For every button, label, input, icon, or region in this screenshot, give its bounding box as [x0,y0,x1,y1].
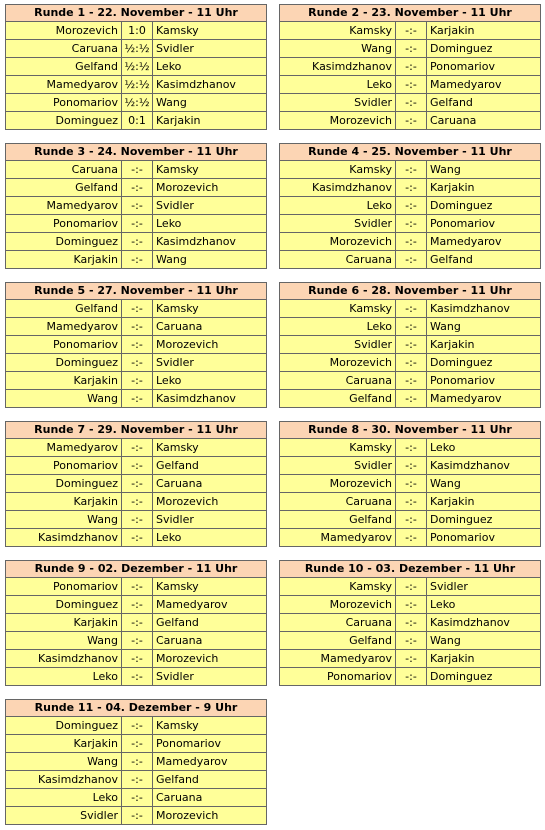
game-row [280,614,541,632]
white-player: Wang [6,511,122,529]
black-player: Karjakin [427,493,541,511]
game-result: -:- [122,457,153,475]
game-result: -:- [396,197,427,215]
game-result: -:- [122,789,153,807]
round-title: Runde 8 - 30. November - 11 Uhr [280,422,541,439]
game-result: -:- [122,233,153,251]
black-player: Dominguez [427,197,541,215]
white-player: Wang [6,632,122,650]
white-player: Wang [6,390,122,408]
game-row [280,40,541,58]
white-player: Morozevich [280,596,396,614]
white-player: Dominguez [6,354,122,372]
white-player: Dominguez [6,596,122,614]
game-row [6,390,267,408]
game-result: -:- [396,493,427,511]
game-result: -:- [122,614,153,632]
white-player: Mamedyarov [6,197,122,215]
game-result: -:- [122,596,153,614]
game-result: -:- [396,40,427,58]
white-player: Svidler [280,215,396,233]
white-player: Dominguez [6,112,122,130]
black-player: Ponomariov [427,529,541,547]
game-result: -:- [122,493,153,511]
game-result: -:- [396,668,427,686]
white-player: Gelfand [6,58,122,76]
white-player: Gelfand [280,511,396,529]
black-player: Dominguez [427,511,541,529]
game-row [6,112,267,130]
black-player: Caruana [153,789,267,807]
game-row [6,457,267,475]
game-result: -:- [122,753,153,771]
round-title: Runde 6 - 28. November - 11 Uhr [280,283,541,300]
white-player: Caruana [280,614,396,632]
round-4-table [279,143,541,269]
game-row [280,22,541,40]
game-row [6,22,267,40]
black-player: Kamsky [153,717,267,735]
white-player: Ponomariov [6,457,122,475]
black-player: Mamedyarov [427,233,541,251]
black-player: Leko [153,215,267,233]
game-row [6,650,267,668]
black-player: Ponomariov [427,372,541,390]
game-row [6,40,267,58]
black-player: Wang [153,251,267,269]
game-result: 0:1 [122,112,153,130]
black-player: Caruana [153,632,267,650]
game-result: -:- [122,318,153,336]
white-player: Gelfand [6,300,122,318]
game-result: -:- [122,161,153,179]
white-player: Dominguez [6,717,122,735]
black-player: Leko [153,372,267,390]
white-player: Wang [280,40,396,58]
white-player: Leko [6,789,122,807]
game-row [6,251,267,269]
game-row [6,233,267,251]
round-8-table [279,421,541,547]
game-result: -:- [396,94,427,112]
black-player: Wang [427,475,541,493]
black-player: Dominguez [427,40,541,58]
white-player: Svidler [280,457,396,475]
game-result: -:- [396,475,427,493]
white-player: Karjakin [6,735,122,753]
game-result: ½:½ [122,58,153,76]
black-player: Gelfand [427,251,541,269]
game-result: -:- [122,771,153,789]
black-player: Karjakin [427,336,541,354]
game-result: -:- [396,318,427,336]
game-row [280,94,541,112]
white-player: Ponomariov [6,215,122,233]
white-player: Caruana [6,40,122,58]
white-player: Mamedyarov [6,76,122,94]
round-6-table [279,282,541,408]
game-row [280,112,541,130]
round-title: Runde 11 - 04. Dezember - 9 Uhr [6,700,267,717]
game-row [280,251,541,269]
black-player: Karjakin [427,650,541,668]
white-player: Ponomariov [6,578,122,596]
game-row [280,354,541,372]
white-player: Ponomariov [280,668,396,686]
game-row [6,668,267,686]
game-row [6,771,267,789]
black-player: Morozevich [153,650,267,668]
black-player: Kasimdzhanov [153,233,267,251]
game-row [280,215,541,233]
black-player: Karjakin [427,179,541,197]
game-row [6,161,267,179]
black-player: Gelfand [427,94,541,112]
game-row [6,372,267,390]
game-result: -:- [122,529,153,547]
round-title: Runde 7 - 29. November - 11 Uhr [6,422,267,439]
game-row [6,596,267,614]
game-result: -:- [396,112,427,130]
game-row [6,179,267,197]
white-player: Mamedyarov [6,439,122,457]
black-player: Dominguez [427,668,541,686]
game-result: -:- [396,614,427,632]
game-result: -:- [122,439,153,457]
game-result: -:- [122,336,153,354]
round-9-table [5,560,267,686]
white-player: Dominguez [6,233,122,251]
black-player: Ponomariov [427,58,541,76]
black-player: Kasimdzhanov [427,300,541,318]
game-result: -:- [396,596,427,614]
black-player: Ponomariov [153,735,267,753]
black-player: Wang [427,318,541,336]
game-row [280,596,541,614]
game-result: -:- [122,511,153,529]
black-player: Wang [427,161,541,179]
game-result: -:- [396,372,427,390]
game-result: -:- [122,475,153,493]
black-player: Kasimdzhanov [427,457,541,475]
white-player: Caruana [280,493,396,511]
black-player: Gelfand [153,771,267,789]
white-player: Karjakin [6,251,122,269]
round-title: Runde 5 - 27. November - 11 Uhr [6,283,267,300]
game-row [280,197,541,215]
black-player: Dominguez [427,354,541,372]
game-row [280,390,541,408]
game-row [6,735,267,753]
black-player: Morozevich [153,493,267,511]
game-result: -:- [122,578,153,596]
round-2-table [279,4,541,130]
black-player: Kamsky [153,578,267,596]
black-player: Kasimdzhanov [153,390,267,408]
black-player: Kamsky [153,300,267,318]
black-player: Svidler [153,668,267,686]
round-title: Runde 4 - 25. November - 11 Uhr [280,144,541,161]
white-player: Kasimdzhanov [6,650,122,668]
white-player: Morozevich [6,22,122,40]
game-row [6,493,267,511]
game-result: -:- [396,439,427,457]
black-player: Morozevich [153,179,267,197]
game-result: -:- [396,390,427,408]
game-result: -:- [396,300,427,318]
game-result: -:- [122,372,153,390]
black-player: Kamsky [153,161,267,179]
black-player: Mamedyarov [427,390,541,408]
game-result: -:- [396,578,427,596]
black-player: Wang [427,632,541,650]
game-result: -:- [122,650,153,668]
game-result: -:- [396,529,427,547]
game-row [6,439,267,457]
black-player: Leko [153,58,267,76]
game-row [280,318,541,336]
game-result: -:- [122,390,153,408]
game-row [6,76,267,94]
black-player: Leko [427,439,541,457]
game-row [6,632,267,650]
game-result: -:- [396,354,427,372]
black-player: Svidler [153,197,267,215]
black-player: Caruana [153,475,267,493]
game-result: -:- [122,300,153,318]
game-row [6,529,267,547]
game-result: -:- [122,354,153,372]
round-11-table [5,699,267,825]
game-result: -:- [122,668,153,686]
white-player: Morozevich [280,233,396,251]
black-player: Wang [153,94,267,112]
black-player: Svidler [153,40,267,58]
round-title: Runde 2 - 23. November - 11 Uhr [280,5,541,22]
game-result: -:- [396,650,427,668]
game-row [280,668,541,686]
round-title: Runde 1 - 22. November - 11 Uhr [6,5,267,22]
white-player: Karjakin [6,493,122,511]
white-player: Kamsky [280,578,396,596]
black-player: Ponomariov [427,215,541,233]
game-result: -:- [396,336,427,354]
round-title: Runde 10 - 03. Dezember - 11 Uhr [280,561,541,578]
game-result: -:- [122,197,153,215]
game-row [280,493,541,511]
black-player: Svidler [427,578,541,596]
game-row [6,58,267,76]
black-player: Mamedyarov [427,76,541,94]
game-result: -:- [396,22,427,40]
white-player: Mamedyarov [280,529,396,547]
game-result: -:- [396,632,427,650]
game-row [6,753,267,771]
white-player: Kamsky [280,161,396,179]
game-row [6,614,267,632]
game-row [280,632,541,650]
game-row [280,475,541,493]
black-player: Mamedyarov [153,753,267,771]
game-result: -:- [122,215,153,233]
white-player: Mamedyarov [6,318,122,336]
game-row [280,650,541,668]
game-row [6,197,267,215]
black-player: Caruana [153,318,267,336]
white-player: Leko [280,197,396,215]
game-row [280,161,541,179]
black-player: Leko [153,529,267,547]
white-player: Caruana [280,372,396,390]
game-result: 1:0 [122,22,153,40]
game-result: -:- [396,457,427,475]
black-player: Kamsky [153,22,267,40]
black-player: Svidler [153,511,267,529]
white-player: Kasimdzhanov [280,58,396,76]
round-5-table [5,282,267,408]
black-player: Morozevich [153,336,267,354]
game-result: -:- [396,161,427,179]
round-7-table [5,421,267,547]
game-row [280,76,541,94]
white-player: Svidler [6,807,122,825]
game-result: -:- [396,233,427,251]
black-player: Leko [427,596,541,614]
game-row [280,58,541,76]
game-result: -:- [122,735,153,753]
white-player: Kasimdzhanov [280,179,396,197]
game-result: -:- [396,58,427,76]
game-row [6,215,267,233]
white-player: Caruana [6,161,122,179]
game-row [6,300,267,318]
round-title: Runde 9 - 02. Dezember - 11 Uhr [6,561,267,578]
game-row [6,789,267,807]
round-title: Runde 3 - 24. November - 11 Uhr [6,144,267,161]
white-player: Dominguez [6,475,122,493]
white-player: Gelfand [280,390,396,408]
game-result: ½:½ [122,94,153,112]
white-player: Ponomariov [6,336,122,354]
game-result: -:- [122,251,153,269]
game-row [280,529,541,547]
black-player: Caruana [427,112,541,130]
game-result: -:- [396,215,427,233]
game-row [6,336,267,354]
game-row [6,511,267,529]
white-player: Svidler [280,336,396,354]
game-result: ½:½ [122,40,153,58]
white-player: Gelfand [280,632,396,650]
black-player: Svidler [153,354,267,372]
black-player: Kamsky [153,439,267,457]
white-player: Kamsky [280,22,396,40]
black-player: Mamedyarov [153,596,267,614]
black-player: Kasimdzhanov [427,614,541,632]
black-player: Gelfand [153,614,267,632]
white-player: Leko [280,318,396,336]
black-player: Morozevich [153,807,267,825]
game-row [6,717,267,735]
game-row [6,354,267,372]
black-player: Kasimdzhanov [153,76,267,94]
game-result: -:- [122,807,153,825]
white-player: Kamsky [280,439,396,457]
game-row [6,94,267,112]
game-row [280,336,541,354]
black-player: Karjakin [427,22,541,40]
white-player: Kasimdzhanov [6,771,122,789]
white-player: Morozevich [280,475,396,493]
white-player: Karjakin [6,372,122,390]
white-player: Ponomariov [6,94,122,112]
game-row [280,233,541,251]
game-result: -:- [396,511,427,529]
game-result: -:- [122,179,153,197]
game-result: -:- [122,632,153,650]
white-player: Morozevich [280,112,396,130]
game-row [280,511,541,529]
game-row [280,439,541,457]
round-3-table [5,143,267,269]
game-result: -:- [396,251,427,269]
game-row [6,318,267,336]
game-row [280,457,541,475]
white-player: Svidler [280,94,396,112]
white-player: Wang [6,753,122,771]
game-result: -:- [396,76,427,94]
white-player: Leko [6,668,122,686]
game-result: ½:½ [122,76,153,94]
white-player: Kamsky [280,300,396,318]
game-row [280,578,541,596]
game-result: -:- [396,179,427,197]
white-player: Mamedyarov [280,650,396,668]
black-player: Karjakin [153,112,267,130]
game-row [6,578,267,596]
round-10-table [279,560,541,686]
white-player: Leko [280,76,396,94]
game-row [6,475,267,493]
white-player: Gelfand [6,179,122,197]
round-1-table [5,4,267,130]
white-player: Kasimdzhanov [6,529,122,547]
game-row [280,372,541,390]
white-player: Karjakin [6,614,122,632]
game-row [280,300,541,318]
game-row [280,179,541,197]
white-player: Morozevich [280,354,396,372]
game-row [6,807,267,825]
black-player: Gelfand [153,457,267,475]
white-player: Caruana [280,251,396,269]
game-result: -:- [122,717,153,735]
